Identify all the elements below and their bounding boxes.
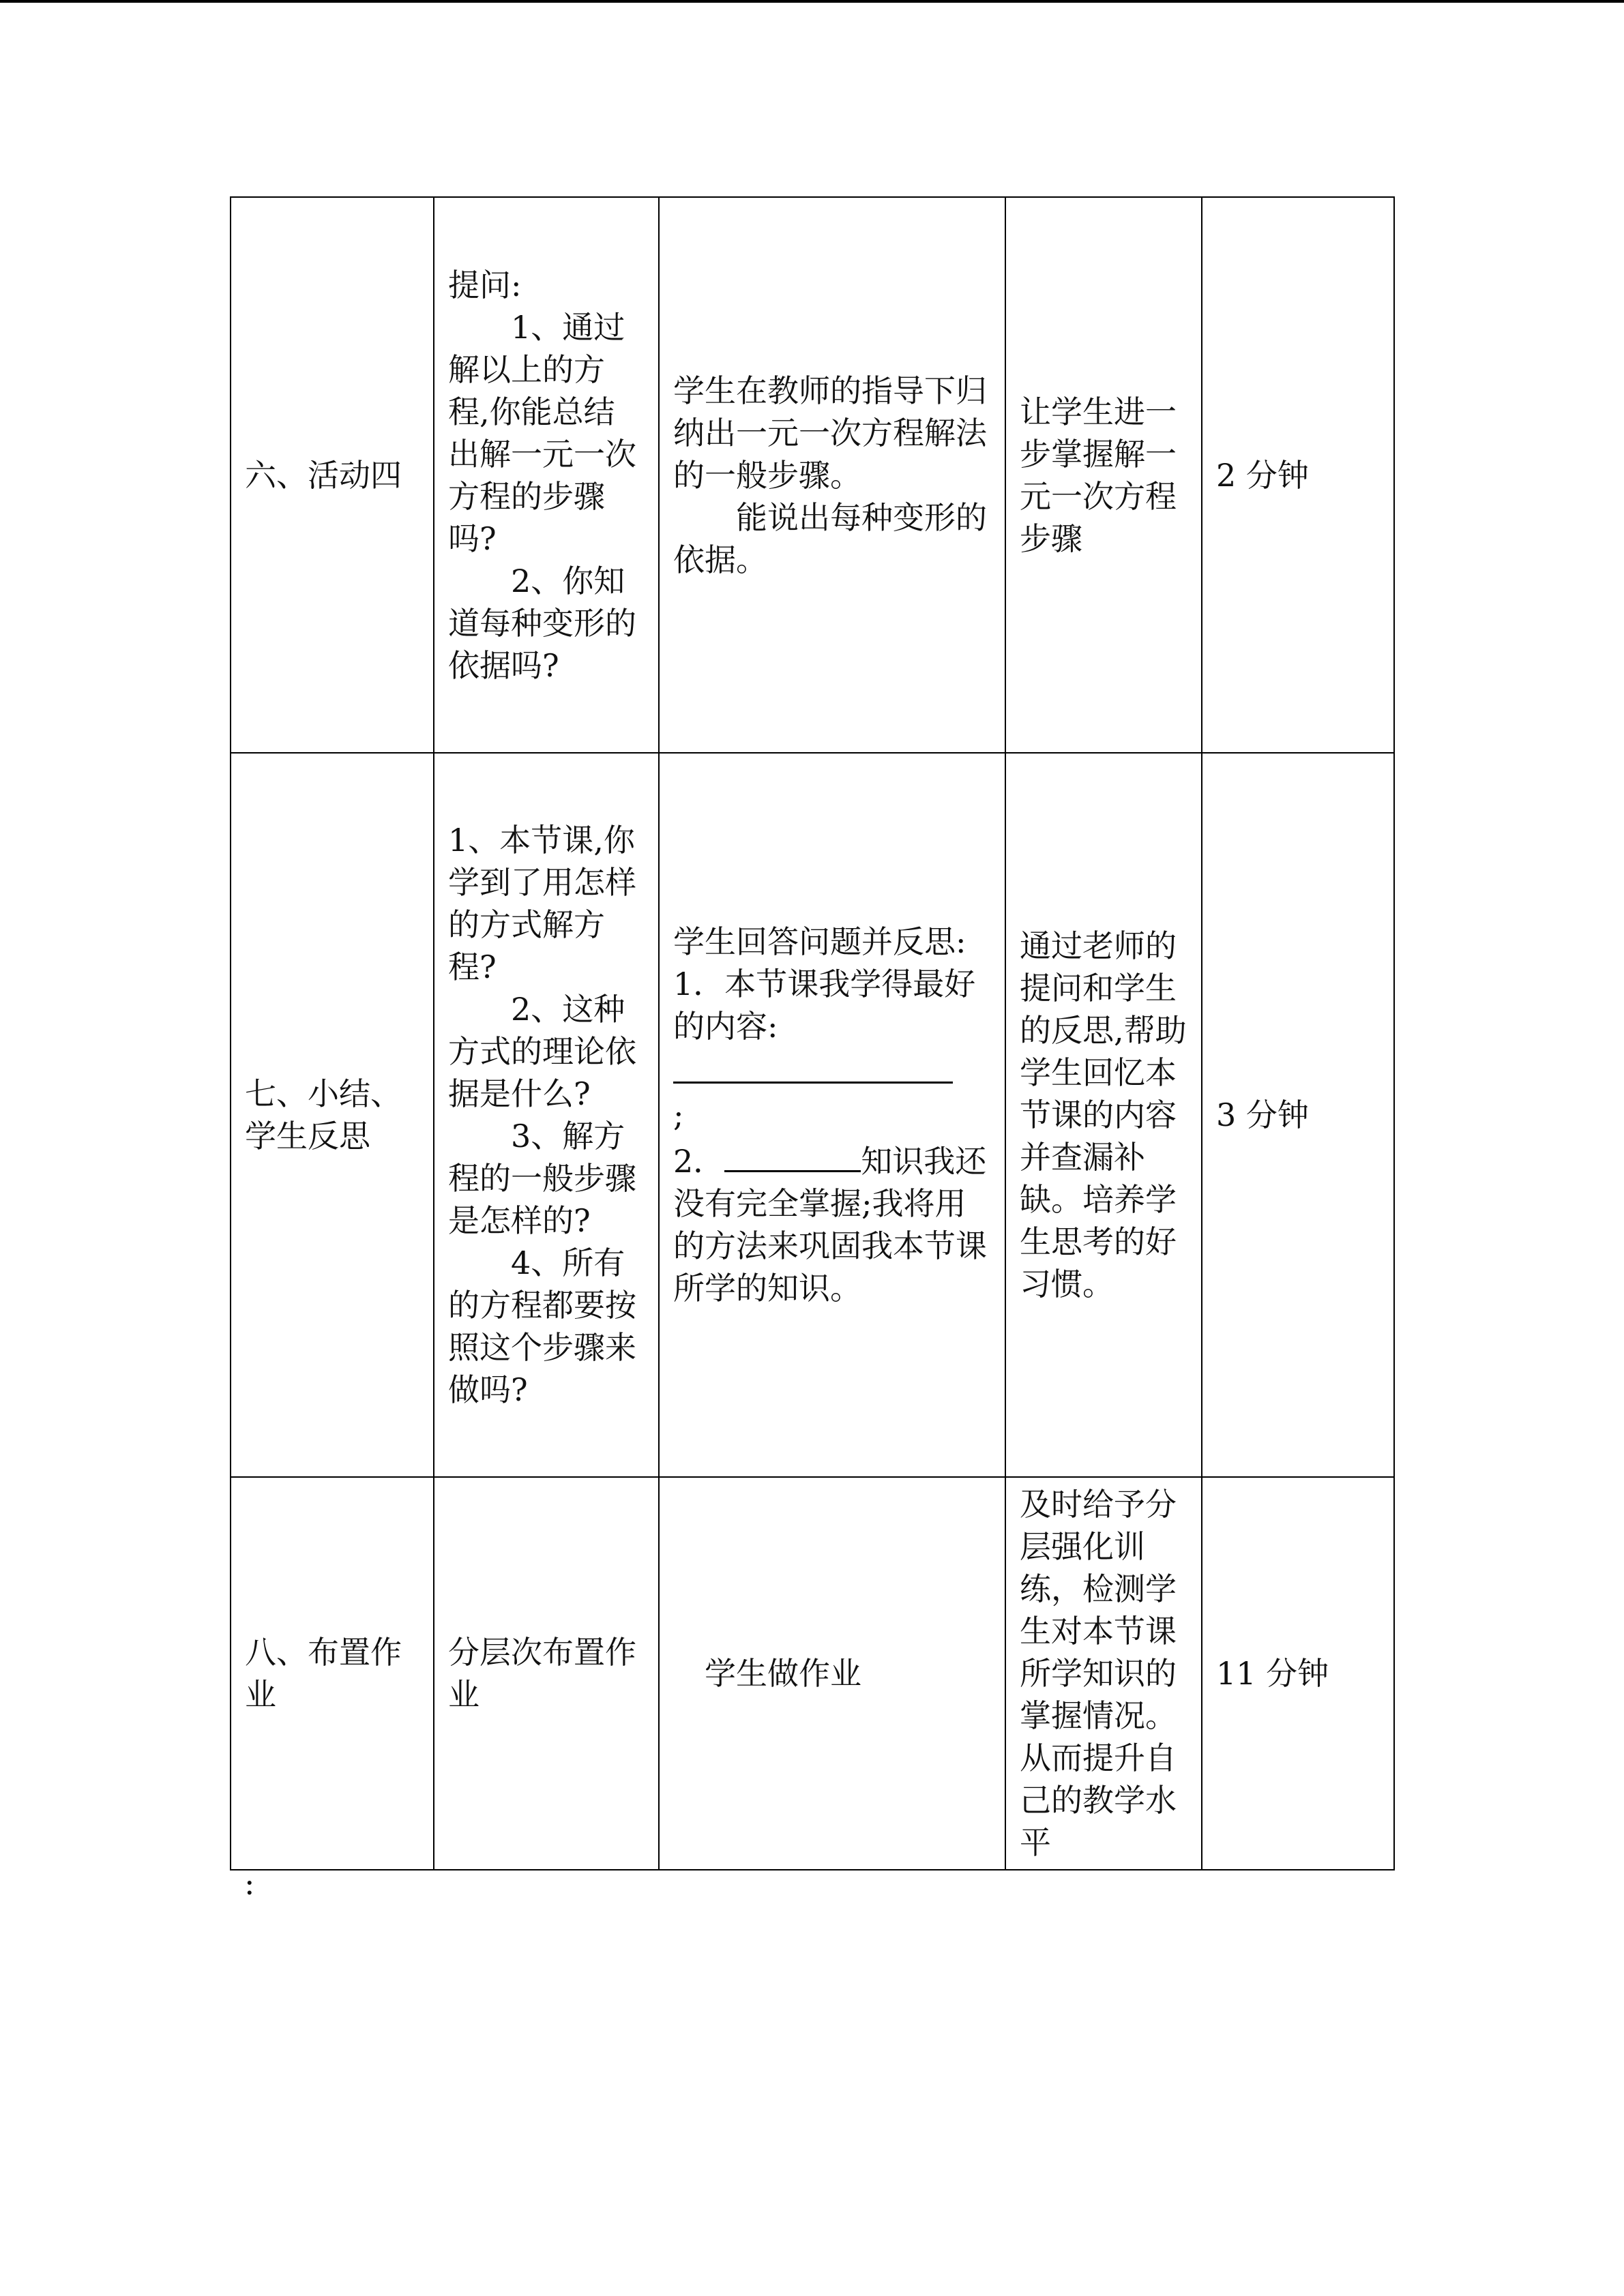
student-activity-cell	[659, 197, 1005, 753]
fill-blank-line	[724, 1136, 861, 1172]
stage-cell: 六、活动四	[231, 197, 434, 753]
time-cell: 11 分钟	[1202, 1477, 1394, 1870]
teacher-intro: 提问:	[448, 266, 522, 303]
teacher-activity-cell	[434, 197, 659, 753]
design-intent-cell: 通过老师的提问和学生的反思,帮助学生回忆本节课的内容并查漏补缺。培养学生思考的好习惯。	[1005, 753, 1202, 1477]
fill-blank-line	[673, 1047, 953, 1084]
stage-cell: 八、布置作业	[231, 1477, 434, 1870]
table-row	[231, 753, 1394, 1477]
teacher-question-2: 2、这种方式的理论依据是什么?	[448, 991, 636, 1112]
time-cell: 3 分钟	[1202, 753, 1394, 1477]
design-intent-cell: 让学生进一步掌握解一元一次方程步骤	[1005, 197, 1202, 753]
student-activity-line-2: 能说出每种变形的依据。	[673, 498, 987, 578]
student-activity-cell	[659, 753, 1005, 1477]
teacher-question-4: 4、所有的方程都要按照这个步骤来做吗?	[448, 1244, 636, 1408]
time-cell: 2 分钟	[1202, 197, 1394, 753]
footnote-mark: :	[244, 1865, 255, 1902]
top-border-line	[0, 0, 1624, 3]
student-reflection-intro: 学生回答问题并反思:	[673, 923, 966, 960]
lesson-plan-table	[230, 196, 1395, 1870]
teacher-question-3: 3、解方程的一般步骤是怎样的?	[448, 1118, 636, 1239]
table-row	[231, 197, 1394, 753]
teacher-question-1: 1、本节课,你学到了用怎样的方式解方程?	[448, 822, 636, 985]
teacher-question-1: 1、通过解以上的方程,你能总结出解一元一次方程的步骤吗?	[448, 308, 636, 557]
table-row	[231, 1477, 1394, 1870]
reflection-item-1: 1．本节课我学得最好的内容: ;	[673, 966, 976, 1133]
stage-cell: 七、小结、学生反思	[231, 753, 434, 1477]
design-intent-cell: 及时给予分层强化训练，检测学生对本节课所学知识的掌握情况。从而提升自己的教学水平	[1005, 1477, 1202, 1870]
student-activity-cell: 学生做作业	[659, 1477, 1005, 1870]
reflection-item-2: 2． 知识我还没有完全掌握;我将用的方法来巩固我本节课所学的知识。	[673, 1136, 991, 1309]
teacher-activity-cell	[434, 753, 659, 1477]
student-activity-line-1: 学生在教师的指导下归纳出一元一次方程解法的一般步骤。	[673, 372, 987, 494]
teacher-activity-cell: 分层次布置作业	[434, 1477, 659, 1870]
teacher-question-2: 2、你知道每种变形的依据吗?	[448, 562, 636, 684]
